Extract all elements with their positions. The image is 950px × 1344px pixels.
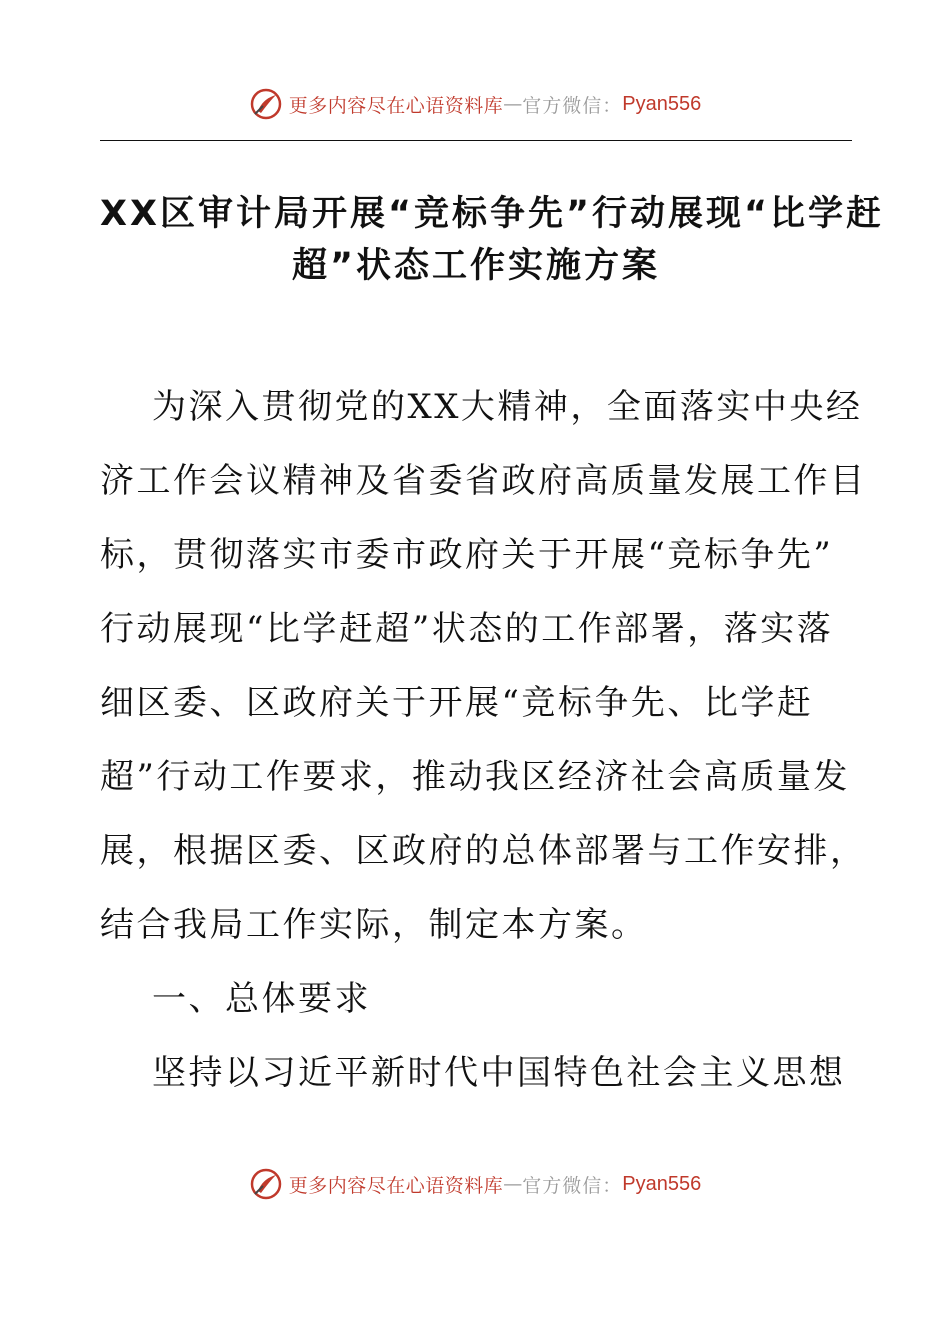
brand-logo-icon bbox=[249, 87, 283, 121]
paragraph-line: 标，贯彻落实市委市政府关于开展“竞标争先” bbox=[100, 535, 834, 575]
title-line: 超”状态工作实施方案 bbox=[291, 246, 660, 286]
paragraph-line: 行动展现“比学赶超”状态的工作部署，落实落 bbox=[100, 609, 834, 649]
paragraph-line: 坚持以习近平新时代中国特色社会主义思想 bbox=[152, 1053, 846, 1093]
wechat-label: 官方微信： bbox=[522, 94, 623, 117]
paragraph-line: 细区委、区政府关于开展“竞标争先、比学赶 bbox=[100, 683, 814, 723]
paragraph-line: 展，根据区委、区政府的总体部署与工作安排， bbox=[100, 831, 867, 871]
wechat-label: 官方微信： bbox=[522, 1174, 623, 1197]
brand-name: 更多内容尽在心语资料库 bbox=[288, 94, 504, 117]
wechat-id: Pyan556 bbox=[622, 92, 702, 115]
document-title bbox=[100, 188, 884, 292]
wechat-id: Pyan556 bbox=[622, 1172, 702, 1195]
paragraph-line: 超”行动工作要求，推动我区经济社会高质量发 bbox=[100, 757, 850, 797]
header-watermark bbox=[0, 84, 950, 124]
brand-name: 更多内容尽在心语资料库 bbox=[288, 1174, 504, 1197]
title-line: XX区审计局开展“竞标争先”行动展现“比学赶 bbox=[100, 194, 884, 234]
brand-separator: — bbox=[503, 1173, 523, 1195]
document-body bbox=[100, 370, 867, 1110]
brand-logo-icon bbox=[249, 1167, 283, 1201]
paragraph-line: 济工作会议精神及省委省政府高质量发展工作目 bbox=[100, 461, 867, 501]
section-heading: 一、总体要求 bbox=[152, 979, 371, 1019]
paragraph-line: 结合我局工作实际，制定本方案。 bbox=[100, 905, 648, 945]
footer-watermark bbox=[0, 1164, 950, 1204]
brand-separator: — bbox=[503, 93, 523, 115]
header-divider bbox=[100, 140, 852, 141]
paragraph-line: 为深入贯彻党的XX大精神，全面落实中央经 bbox=[152, 387, 863, 427]
